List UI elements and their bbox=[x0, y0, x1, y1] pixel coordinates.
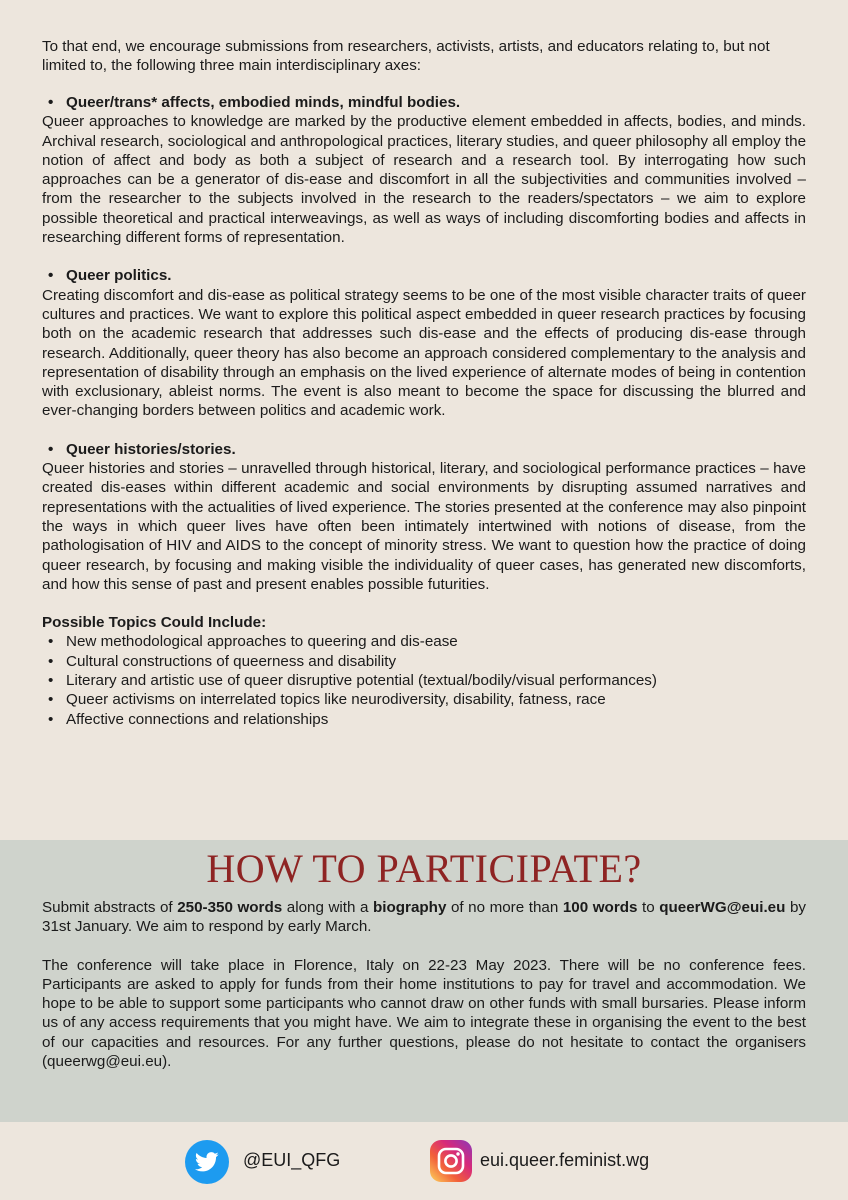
bio-word-limit: 100 words bbox=[562, 899, 638, 916]
submission-paragraph bbox=[42, 898, 806, 937]
social-footer bbox=[0, 1138, 848, 1186]
axis-body: Creating discomfort and dis-ease as political strategy seems to be one of the most visible character traits of queer cultures and practices. We want to explore this political aspect embedded in queer research practices by focusing both on the academic research that addresses such dis-ease and the effects of producing dis-ease through research. Additionally, queer theory has also become an approach considered complementary to the analysis and representation of disability through an emphasis on the lived experience of alternate modes of being in contention with exclusionary, ableist norms. The event is also meant to become the space for discussing the blurred and ever-changing borders between politics and academic work. bbox=[42, 286, 806, 420]
list-item: • New methodological approaches to queering and dis-ease bbox=[42, 632, 806, 651]
text-run: to bbox=[637, 899, 660, 916]
biography-label: biography bbox=[372, 899, 447, 916]
axis-affects bbox=[42, 93, 806, 247]
twitter-icon[interactable] bbox=[185, 1140, 229, 1184]
intro-paragraph: To that end, we encourage submissions from researchers, activists, artists, and educators relating to, but not limited to, the following three main interdisciplinary axes: bbox=[42, 38, 770, 75]
participate-body bbox=[42, 898, 806, 1090]
list-item: • Queer activisms on interrelated topics like neurodiversity, disability, fatness, race bbox=[42, 690, 806, 709]
instagram-icon[interactable] bbox=[430, 1140, 472, 1182]
text-run: of no more than bbox=[446, 899, 563, 916]
axis-heading: • Queer politics. bbox=[42, 266, 806, 285]
list-item: • Affective connections and relationships bbox=[42, 710, 806, 729]
text-run: by 31st January. We aim to respond by early March. bbox=[42, 899, 806, 936]
word-limit: 250-350 words bbox=[177, 899, 283, 916]
axis-heading: • Queer histories/stories. bbox=[42, 440, 806, 459]
participate-section bbox=[0, 840, 848, 1122]
axes-section bbox=[42, 93, 806, 729]
section-title: HOW TO PARTICIPATE? bbox=[206, 846, 642, 891]
topics-list bbox=[42, 632, 806, 728]
axis-body: Queer histories and stories – unravelled through historical, literary, and sociological performance practices – have created dis-eases within different academic and social environments by disrupting assumed narratives and representations with the actualities of lived experience. The stories presented at the conference may also pinpoint the ways in which queer lives have often been intimately intertwined with notions of disease, from the pathologisation of HIV and AIDS to the concept of minority stress. We want to question how the practice of doing queer research, by focusing and making visible the individuality of queer cases, has generated new discomforts, and how this sense of past and present enables possible futurities. bbox=[42, 460, 806, 593]
text-run: along with a bbox=[282, 899, 373, 916]
text-run: Submit abstracts of bbox=[42, 899, 178, 916]
conference-info-paragraph: The conference will take place in Florence, Italy on 22-23 May 2023. There will be no conference fees. Participants are asked to apply for funds from their home institutions to pay for travel and accommodation. We hope to be able to support some participants who cannot draw on other funds with small bursaries. Please inform us of any access requirements that you might have. We aim to integrate these in organising the event to the best of our capacities and resources. For any further questions, please do not hesitate to contact the organisers (queerwg@eui.eu). bbox=[42, 956, 806, 1071]
email-link[interactable]: queerWG@eui.eu bbox=[659, 899, 786, 916]
list-item: • Literary and artistic use of queer disruptive potential (textual/bodily/visual performances) bbox=[42, 671, 806, 690]
axis-heading: • Queer/trans* affects, embodied minds, mindful bodies. bbox=[42, 93, 806, 112]
axis-histories bbox=[42, 440, 806, 594]
axis-body: Queer approaches to knowledge are marked by the productive element embedded in affects, bodies, and minds. Archival research, sociological and anthropological practices, literary studies, and queer philosophy all employ the notion of affect and body as both a subject of research and a research tool. By interrogating how such approaches can be a generator of dis-ease and discomfort in all the subjectivities and communities involved – from the researcher to the subjects involved in the research to the readers/spectators – we aim to explore possible theoretical and practical interweavings, as well as ways of including discomforting bodies and affects in researching different forms of representation. bbox=[42, 113, 807, 247]
instagram-handle[interactable]: eui.queer.feminist.wg bbox=[480, 1150, 650, 1170]
axis-politics bbox=[42, 266, 806, 420]
list-item: • Cultural constructions of queerness and disability bbox=[42, 652, 806, 671]
topics-title: Possible Topics Could Include: bbox=[42, 614, 267, 632]
twitter-handle[interactable]: @EUI_QFG bbox=[243, 1150, 341, 1170]
